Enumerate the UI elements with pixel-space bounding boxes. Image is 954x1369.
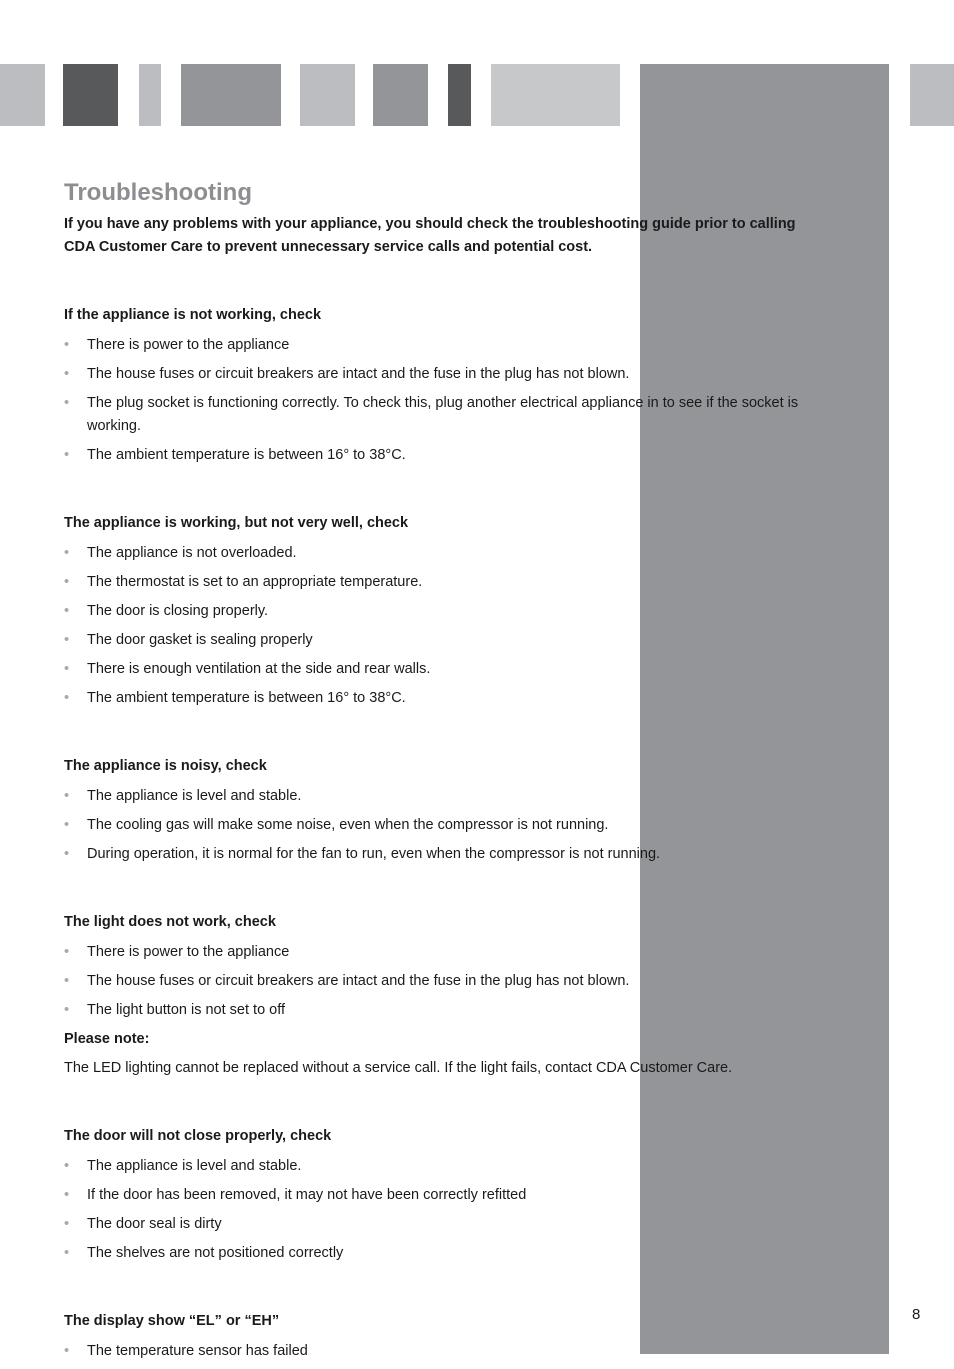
list-item: • There is power to the appliance	[64, 941, 824, 964]
section-heading: The door will not close properly, check	[64, 1128, 332, 1144]
header-bar-5	[300, 64, 355, 126]
list-item: • The door gasket is sealing properly	[64, 629, 824, 652]
check-list	[64, 542, 824, 710]
header-bar-1	[0, 64, 45, 126]
list-item: • During operation, it is normal for the fan to run, even when the compressor is not running.	[64, 843, 824, 866]
list-item: • The ambient temperature is between 16° to 38°C.	[64, 444, 824, 467]
list-item: • The appliance is level and stable.	[64, 785, 824, 808]
header-bar-8	[491, 64, 620, 126]
list-item: • The appliance is not overloaded.	[64, 542, 824, 565]
list-item: • The door is closing properly.	[64, 600, 824, 623]
list-item: • The shelves are not positioned correctly	[64, 1242, 824, 1265]
check-list	[64, 785, 824, 866]
check-list	[64, 1340, 824, 1363]
note-label: Please note:	[64, 1031, 150, 1047]
check-list	[64, 941, 824, 1022]
list-item: • The light button is not set to off	[64, 999, 824, 1022]
page-title: Troubleshooting	[64, 179, 252, 206]
check-list	[64, 1155, 824, 1265]
list-item: • The ambient temperature is between 16° to 38°C.	[64, 687, 824, 710]
section-heading: The appliance is noisy, check	[64, 758, 267, 774]
section-door	[64, 1126, 824, 1265]
list-item: • The temperature sensor has failed	[64, 1340, 824, 1363]
intro-text: If you have any problems with your appliance, you should check the troubleshooting guide prior to calling CDA Customer Care to prevent unnecessary service calls and potential cost.	[64, 216, 796, 255]
list-item: • The cooling gas will make some noise, even when the compressor is not running.	[64, 814, 824, 837]
list-item: • If the door has been removed, it may not have been correctly refitted	[64, 1184, 824, 1207]
list-item: • There is power to the appliance	[64, 334, 824, 357]
section-heading: If the appliance is not working, check	[64, 307, 322, 323]
note-text: The LED lighting cannot be replaced without a service call. If the light fails, contact CDA Customer Care.	[64, 1060, 733, 1076]
troubleshooting-content	[64, 176, 824, 1369]
header-bar-7	[448, 64, 471, 126]
list-item: • The thermostat is set to an appropriate temperature.	[64, 571, 824, 594]
list-item: • The appliance is level and stable.	[64, 1155, 824, 1178]
list-item: • The door seal is dirty	[64, 1213, 824, 1236]
section-light	[64, 912, 824, 1080]
section-heading: The light does not work, check	[64, 914, 276, 930]
section-heading: The appliance is working, but not very well, check	[64, 515, 409, 531]
section-heading: The display show “EL” or “EH”	[64, 1313, 280, 1329]
header-bar-9	[910, 64, 954, 126]
section-noisy	[64, 756, 824, 866]
section-not-working-well	[64, 513, 824, 710]
section-display	[64, 1311, 824, 1363]
list-item: • There is enough ventilation at the side and rear walls.	[64, 658, 824, 681]
header-bar-2	[63, 64, 118, 126]
header-bar-3	[139, 64, 161, 126]
section-not-working	[64, 305, 824, 467]
list-item: • The plug socket is functioning correctly. To check this, plug another electrical appliance in to see if the socket is working.	[64, 392, 824, 438]
list-item: • The house fuses or circuit breakers are intact and the fuse in the plug has not blown.	[64, 970, 824, 993]
page-number: 8	[912, 1306, 921, 1323]
header-bar-4	[181, 64, 281, 126]
header-bar-6	[373, 64, 428, 126]
list-item: • The house fuses or circuit breakers are intact and the fuse in the plug has not blown.	[64, 363, 824, 386]
check-list	[64, 334, 824, 467]
